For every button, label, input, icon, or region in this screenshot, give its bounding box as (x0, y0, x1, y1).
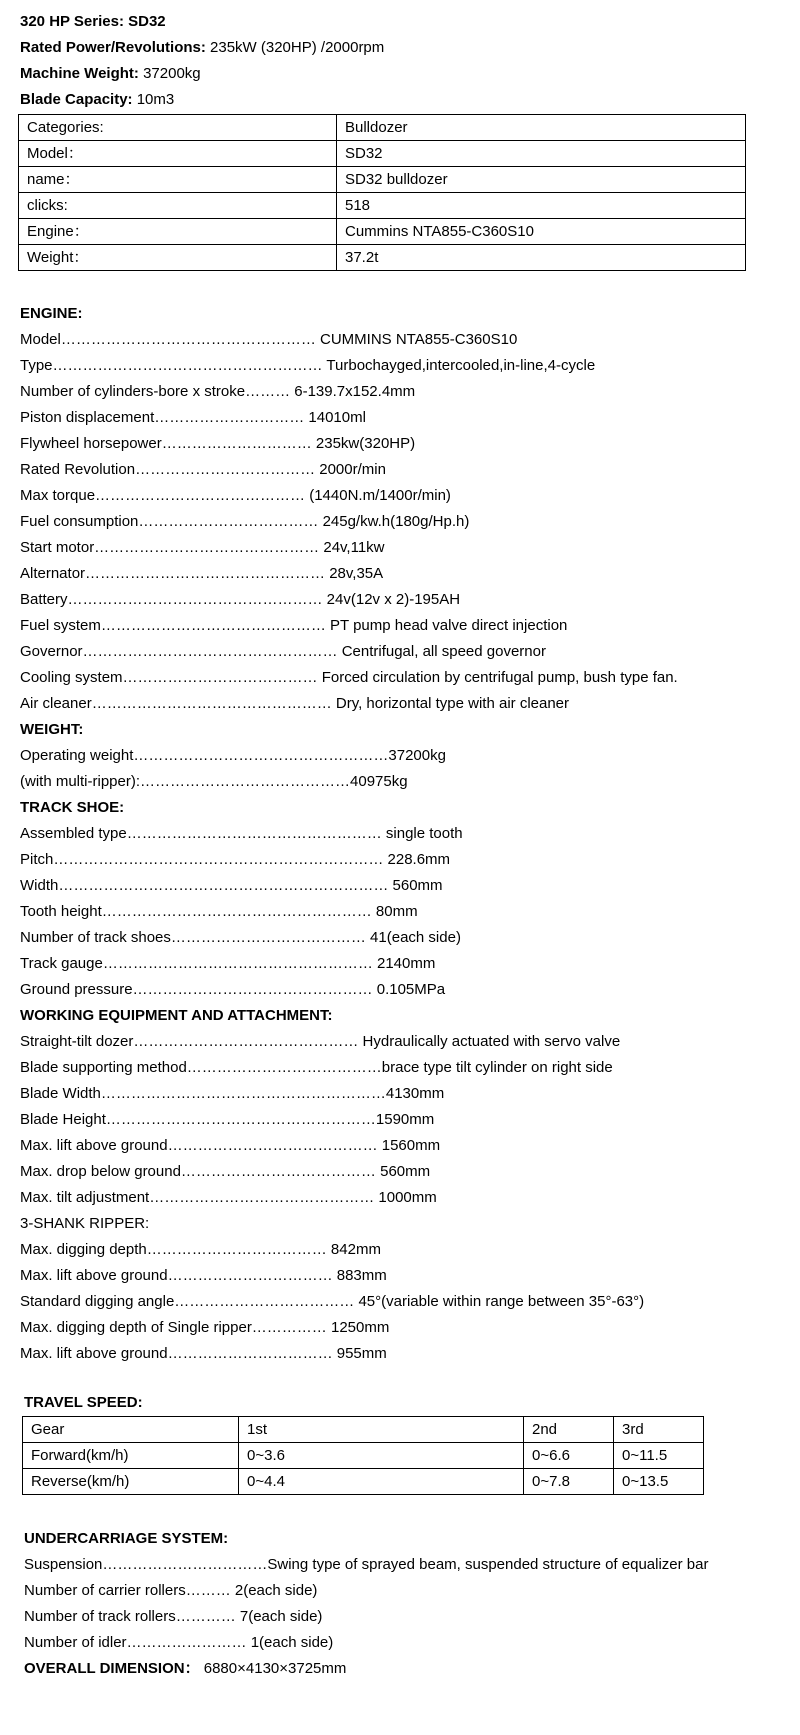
weight-section-title: WEIGHT: (20, 721, 84, 738)
machine-weight-label: Machine Weight: (20, 65, 139, 82)
spec-line: Fuel consumption……………………………… 245g/kw.h(180g/Hp.h) (20, 513, 470, 530)
column-header: 3rd (614, 1417, 704, 1443)
spec-line: Cooling system………………………………… Forced circulation by centrifugal pump, bush type fan. (20, 669, 678, 686)
table-row (19, 115, 746, 141)
column-header: 1st (239, 1417, 524, 1443)
series-title: 320 HP Series: SD32 (20, 13, 166, 30)
travel-speed-section-title: TRAVEL SPEED: (24, 1394, 143, 1411)
spec-line: Max torque…………………………………… (1440N.m/1400r/min) (20, 487, 451, 504)
spec-line: Start motor……………………………………… 24v,11kw (20, 539, 385, 556)
spec-line: Track gauge……………………………………………… 2140mm (20, 955, 436, 972)
header-summary (20, 9, 384, 113)
rated-power-line (20, 35, 384, 61)
rated-power-value: 235kW (320HP) /2000rpm (205, 39, 385, 56)
spec-line: Pitch………………………………………………………… 228.6mm (20, 851, 451, 868)
table-cell: 0~7.8 (524, 1469, 614, 1495)
table-cell: 0~6.6 (524, 1443, 614, 1469)
table-cell: 0~3.6 (239, 1443, 524, 1469)
spec-line: Tooth height……………………………………………… 80mm (20, 903, 418, 920)
basic-spec-table (18, 114, 746, 271)
spec-line: Model…………………………………………… CUMMINS NTA855-C360S10 (20, 331, 518, 348)
spec-line: Rated Revolution……………………………… 2000r/min (20, 461, 386, 478)
table-row (19, 167, 746, 193)
spec-label: Categories: (19, 115, 337, 141)
spec-value: SD32 bulldozer (337, 167, 746, 193)
spec-value: Cummins NTA855-C360S10 (337, 219, 746, 245)
spec-line: Assembled type…………………………………………… single tooth (20, 825, 463, 842)
undercarriage-section-title: UNDERCARRIAGE SYSTEM: (24, 1530, 229, 1547)
spec-line: Air cleaner………………………………………… Dry, horizontal type with air cleaner (20, 695, 570, 712)
spec-line: Max. digging depth of Single ripper…………… 1250mm (20, 1319, 390, 1336)
spec-label: clicks: (19, 193, 337, 219)
undercarriage-section (24, 1526, 708, 1682)
spec-line: Number of track rollers………… 7(each side) (24, 1608, 323, 1625)
table-cell: 0~4.4 (239, 1469, 524, 1495)
spec-line: Blade Height………………………………………………1590mm (20, 1111, 435, 1128)
spec-line: Max. lift above ground…………………………………… 1560mm (20, 1137, 441, 1154)
table-row (19, 141, 746, 167)
spec-label: name： (19, 167, 337, 193)
spec-line: Suspension……………………………Swing type of sprayed beam, suspended structure of equalizer bar (24, 1556, 709, 1573)
spec-line: Ground pressure………………………………………… 0.105MPa (20, 981, 446, 998)
spec-value: SD32 (337, 141, 746, 167)
spec-line: Alternator………………………………………… 28v,35A (20, 565, 384, 582)
table-row (23, 1443, 704, 1469)
table-header-row (23, 1417, 704, 1443)
spec-line: Max. tilt adjustment……………………………………… 1000mm (20, 1189, 437, 1206)
rated-power-label: Rated Power/Revolutions: (20, 39, 206, 56)
machine-weight-value: 37200kg (138, 65, 201, 82)
spec-label: Weight： (19, 245, 337, 271)
spec-line: Width………………………………………………………… 560mm (20, 877, 443, 894)
spec-line: (with multi-ripper):……………………………………40975kg (20, 773, 408, 790)
blade-capacity-line (20, 87, 384, 113)
table-cell: 0~13.5 (614, 1469, 704, 1495)
engine-section-title: ENGINE: (20, 305, 83, 322)
table-row (19, 193, 746, 219)
spec-line: Blade Width…………………………………………………4130mm (20, 1085, 445, 1102)
column-header: 2nd (524, 1417, 614, 1443)
overall-dimension-label: OVERALL DIMENSION： (24, 1660, 200, 1677)
ripper-subheading: 3-SHANK RIPPER: (20, 1215, 150, 1232)
spec-label: Engine： (19, 219, 337, 245)
spec-line: Number of cylinders-bore x stroke……… 6-139.7x152.4mm (20, 383, 416, 400)
spec-line: Max. digging depth……………………………… 842mm (20, 1241, 381, 1258)
spec-line: Fuel system……………………………………… PT pump head valve direct injection (20, 617, 568, 634)
spec-line: Governor…………………………………………… Centrifugal, all speed governor (20, 643, 546, 660)
spec-value: Bulldozer (337, 115, 746, 141)
overall-dimension-line (24, 1656, 708, 1682)
spec-line: Type……………………………………………… Turbochayged,intercooled,in-line,4-cycle (20, 357, 596, 374)
table-cell: Reverse(km/h) (23, 1469, 239, 1495)
table-cell: Forward(km/h) (23, 1443, 239, 1469)
spec-line: Standard digging angle……………………………… 45°(variable within range between 35°-63°) (20, 1293, 645, 1310)
overall-dimension-value: 6880×4130×3725mm (203, 1660, 347, 1677)
spec-line: Piston displacement………………………… 14010ml (20, 409, 366, 426)
spec-line: Max. lift above ground…………………………… 955mm (20, 1345, 387, 1362)
spec-line: Flywheel horsepower………………………… 235kw(320HP) (20, 435, 416, 452)
spec-line: Number of idler…………………… 1(each side) (24, 1634, 334, 1651)
track-shoe-section-title: TRACK SHOE: (20, 799, 125, 816)
spec-value: 518 (337, 193, 746, 219)
machine-weight-line (20, 61, 384, 87)
spec-line: Max. drop below ground………………………………… 560mm (20, 1163, 431, 1180)
table-row (23, 1469, 704, 1495)
spec-line: Operating weight……………………………………………37200kg (20, 747, 446, 764)
spec-line: Blade supporting method…………………………………brace type tilt cylinder on right side (20, 1059, 613, 1076)
travel-speed-table (22, 1416, 704, 1495)
spec-label: Model： (19, 141, 337, 167)
blade-capacity-label: Blade Capacity: (20, 91, 133, 108)
table-cell: 0~11.5 (614, 1443, 704, 1469)
detailed-specs (20, 301, 678, 1367)
blade-capacity-value: 10m3 (132, 91, 175, 108)
working-equipment-section-title: WORKING EQUIPMENT AND ATTACHMENT: (20, 1007, 333, 1024)
spec-line: Number of carrier rollers……… 2(each side) (24, 1582, 318, 1599)
spec-line: Number of track shoes………………………………… 41(each side) (20, 929, 461, 946)
spec-line: Straight-tilt dozer……………………………………… Hydraulically actuated with servo valve (20, 1033, 621, 1050)
spec-value: 37.2t (337, 245, 746, 271)
spec-line: Max. lift above ground…………………………… 883mm (20, 1267, 387, 1284)
spec-line: Battery…………………………………………… 24v(12v x 2)-195AH (20, 591, 461, 608)
table-row (19, 219, 746, 245)
table-row (19, 245, 746, 271)
column-header: Gear (23, 1417, 239, 1443)
